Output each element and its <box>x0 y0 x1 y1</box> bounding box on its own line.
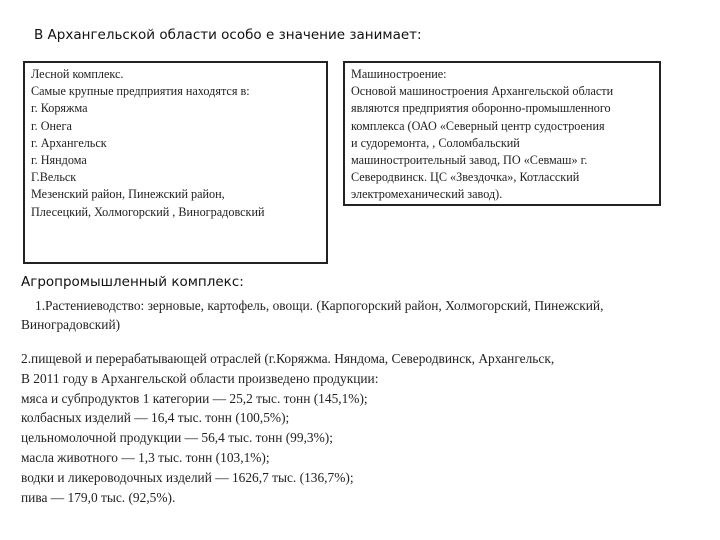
machinery-line: и судоремонта, , Соломбальский <box>351 135 520 150</box>
forestry-line: Самые крупные предприятия находятся в: <box>31 84 250 99</box>
stats-line: 2.пищевой и перерабатывающей отраслей (г.Коряжма. Няндома, Северодвинск, Архангельск, <box>21 351 555 366</box>
stats-line: цельномолочной продукции — 56,4 тыс. тонн (99,3%); <box>21 430 333 446</box>
stats-line: водки и ликероводочных изделий — 1626,7 тыс. (136,7%); <box>21 469 354 485</box>
forestry-line: Мезенский район, Пинежский район, <box>31 187 225 202</box>
forestry-line: Лесной комплекс. <box>31 67 124 81</box>
machinery-line: машиностроительный завод, ПО «Севмаш» г. <box>351 153 588 168</box>
crop-production-paragraph: 1.Растениеводство: зерновые, картофель, овощи. (Карпогорский район, Холмогорский, Пинежский, Виноградовский) <box>21 298 604 332</box>
machinery-line: электромеханический завод). <box>351 187 503 202</box>
machinery-line: комплекса (ОАО «Северный центр судостроения <box>351 118 605 133</box>
stats-line: колбасных изделий — 16,4 тыс. тонн (100,5%); <box>21 410 290 426</box>
forestry-line: Плесецкий, Холмогорский , Виноградовский <box>31 204 265 219</box>
page-title: В Архангельской области особо е значение занимает: <box>34 27 422 43</box>
machinery-line: Северодвинск. ЦС «Звездочка», Котласский <box>351 170 580 185</box>
food-industry-stats <box>21 349 681 507</box>
stats-line: пива — 179,0 тыс. (92,5%). <box>21 489 176 505</box>
stats-line: мяса и субпродуктов 1 категории — 25,2 тыс. тонн (145,1%); <box>21 390 368 406</box>
machinery-box <box>343 61 661 206</box>
agro-heading: Агропромышленный комплекс: <box>21 274 244 290</box>
stats-line: В 2011 году в Архангельской области произведено продукции: <box>21 370 379 386</box>
forestry-line: г. Няндома <box>31 153 87 168</box>
stats-line: масла животного — 1,3 тыс. тонн (103,1%); <box>21 449 270 465</box>
forestry-box <box>23 61 328 264</box>
forestry-line: г. Архангельск <box>31 135 107 150</box>
machinery-line: Машиностроение: <box>351 67 447 81</box>
machinery-line: Основой машиностроения Архангельской области <box>351 84 614 99</box>
forestry-line: г. Коряжма <box>31 101 88 116</box>
machinery-line: являются предприятия оборонно-промышленного <box>351 101 611 116</box>
forestry-line: г. Онега <box>31 118 72 133</box>
forestry-line: Г.Вельск <box>31 170 77 185</box>
